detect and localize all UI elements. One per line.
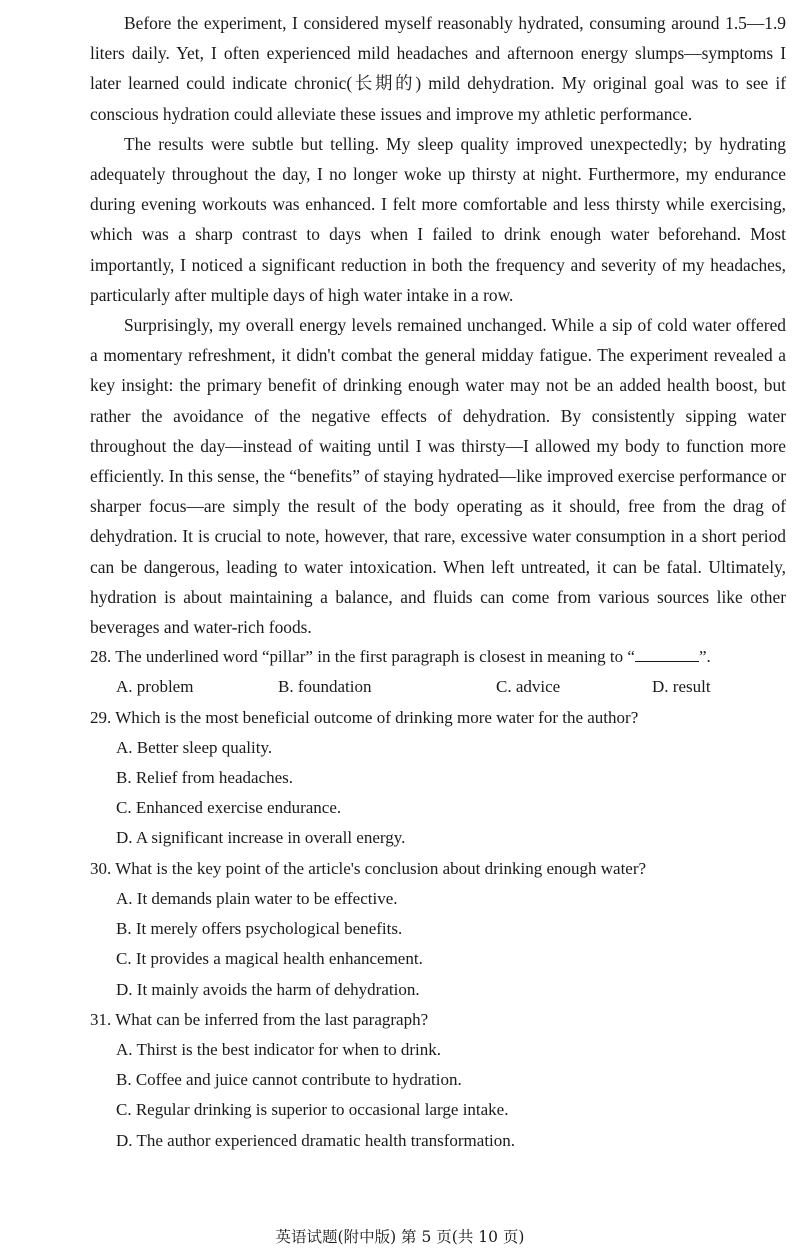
- question-31-option-a: A. Thirst is the best indicator for when to drink.: [116, 1039, 441, 1059]
- question-29-option-d: D. A significant increase in overall energy.: [116, 828, 406, 848]
- question-29-option-a: A. Better sleep quality.: [116, 737, 273, 757]
- question-30-option-d: D. It mainly avoids the harm of dehydration.: [116, 979, 420, 999]
- question-28-option-b: B. foundation: [278, 677, 372, 697]
- question-30-option-a: A. It demands plain water to be effective.: [116, 888, 398, 908]
- question-31-options: [90, 1035, 786, 1156]
- question-30-options: [90, 884, 786, 1005]
- page-footer: 英语试题(附中版) 第 5 页(共 10 页): [275, 1228, 525, 1246]
- question-31-stem: 31. What can be inferred from the last paragraph?: [90, 1009, 429, 1029]
- question-28-option-a: A. problem: [116, 677, 194, 697]
- reading-passage: [90, 8, 786, 642]
- question-30-option-b: B. It merely offers psychological benefits.: [116, 919, 403, 939]
- question-28-options: [90, 672, 786, 702]
- question-28-option-d: D. result: [652, 677, 711, 697]
- answer-blank: [635, 647, 699, 662]
- exam-page: [90, 8, 786, 1156]
- question-28: [90, 642, 786, 702]
- question-28-option-c: C. advice: [496, 677, 561, 697]
- question-29-options: [90, 733, 786, 854]
- passage-paragraph-2: The results were subtle but telling. My sleep quality improved unexpectedly; by hydrating adequately throughout the day, I no longer woke up thirsty at night. Furthermore, my endurance during evening workouts was enhanced. I felt more comfortable and less thirsty while exercising, which was a sharp contrast to days when I failed to drink enough water beforehand. Most importantly, I noticed a significant reduction in both the frequency and severity of my headaches, particularly after multiple days of high water intake in a row.: [90, 133, 786, 305]
- question-28-stem-after: ”.: [698, 647, 711, 667]
- question-31-option-c: C. Regular drinking is superior to occasional large intake.: [116, 1100, 509, 1120]
- question-30: [90, 854, 786, 1005]
- question-29-stem: 29. Which is the most beneficial outcome of drinking more water for the author?: [90, 707, 639, 727]
- question-28-stem: [90, 642, 786, 672]
- question-29-option-b: B. Relief from headaches.: [116, 768, 294, 788]
- passage-paragraph-3: Surprisingly, my overall energy levels remained unchanged. While a sip of cold water offered a momentary refreshment, it didn't combat the general midday fatigue. The experiment revealed a key insight: the primary benefit of drinking enough water may not be an added health boost, but rather the avoidance of the negative effects of dehydration. By consistently sipping water throughout the day—instead of waiting until I was thirsty—I allowed my body to function more efficiently. In this sense, the “benefits” of staying hydrated—like improved exercise performance or sharper focus—are simply the result of the body operating as it should, free from the drag of dehydration. It is crucial to note, however, that rare, excessive water consumption in a short period can be dangerous, leading to water intoxication. When left untreated, it can be fatal. Ultimately, hydration is about maintaining a balance, and fluids can come from various sources like other beverages and water-rich foods.: [90, 315, 786, 638]
- question-31-option-d: D. The author experienced dramatic health transformation.: [116, 1130, 516, 1150]
- question-29: [90, 703, 786, 854]
- question-30-stem: 30. What is the key point of the article's conclusion about drinking enough water?: [90, 858, 647, 878]
- question-29-option-c: C. Enhanced exercise endurance.: [116, 798, 342, 818]
- passage-paragraph-1: Before the experiment, I considered myself reasonably hydrated, consuming around 1.5—1.9 liters daily. Yet, I often experienced mild headaches and afternoon energy slumps—symptoms I later learned could indicate chronic(长期的) mild dehydration. My original goal was to see if conscious hydration could alleviate these issues and improve my athletic performance.: [90, 13, 786, 124]
- question-28-stem-before: 28. The underlined word “pillar” in the first paragraph is closest in meaning to “: [90, 647, 635, 667]
- question-31-option-b: B. Coffee and juice cannot contribute to hydration.: [116, 1070, 462, 1090]
- question-30-option-c: C. It provides a magical health enhancement.: [116, 949, 423, 969]
- question-31: [90, 1005, 786, 1156]
